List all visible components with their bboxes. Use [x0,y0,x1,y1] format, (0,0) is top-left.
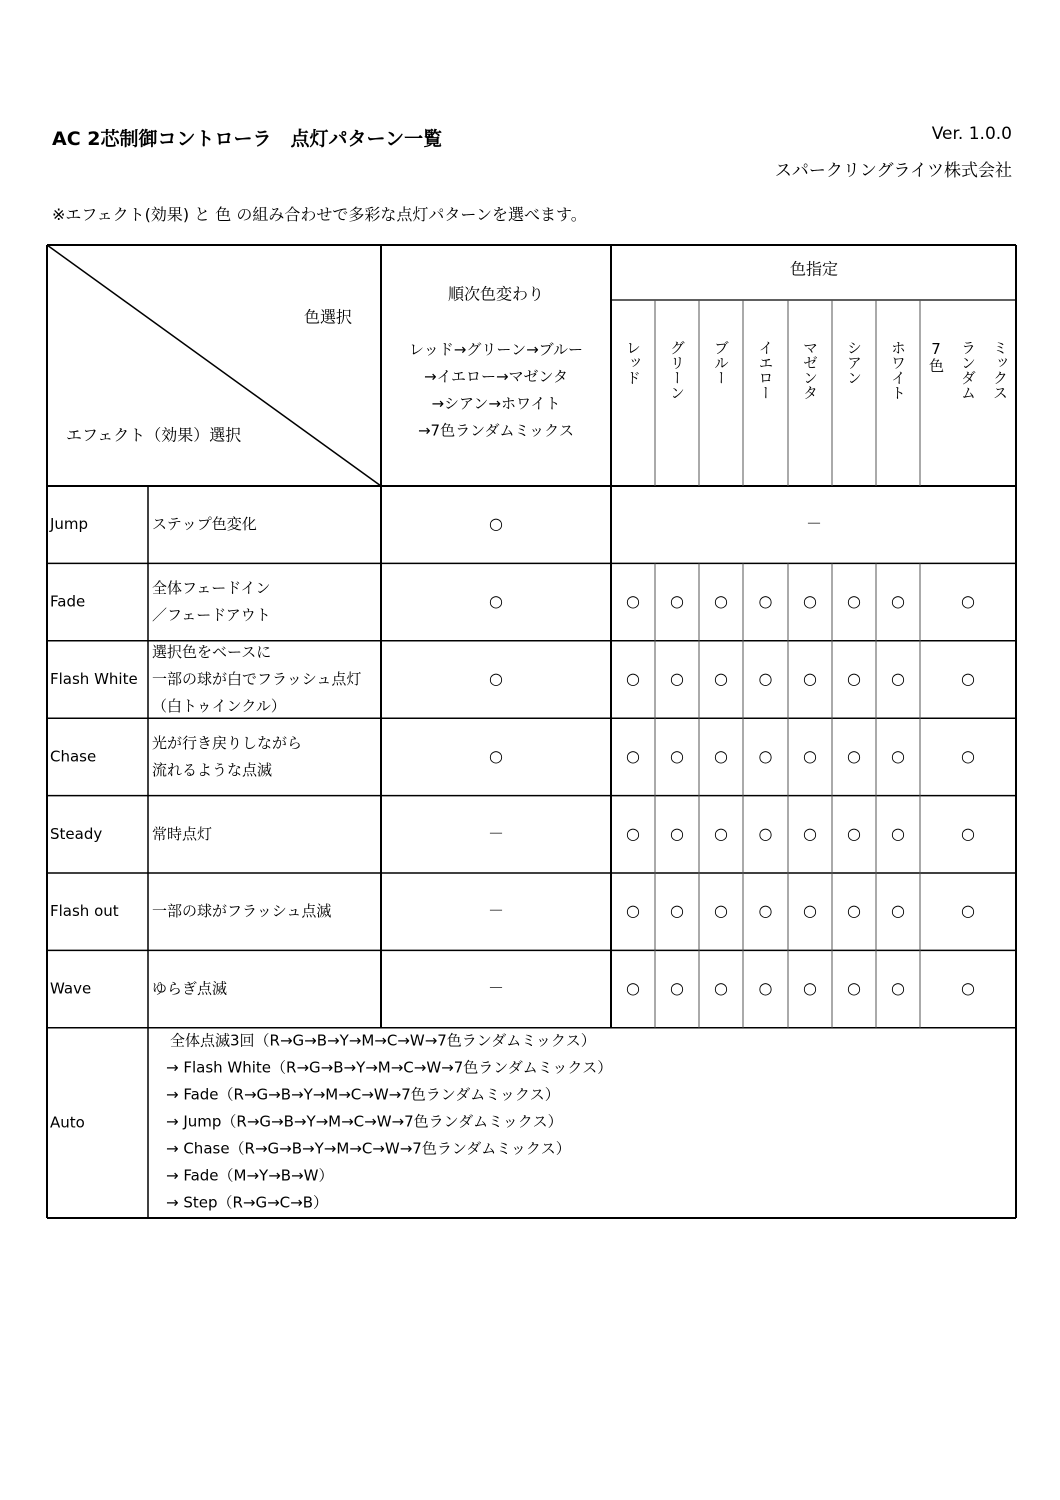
color-mark: ○ [891,669,905,688]
effect-name: Jump [50,515,89,534]
color-label: グリーン [668,340,686,400]
sequential-mark: ○ [489,514,503,534]
auto-sequence-line: → Fade（M→Y→B→W） [166,1166,334,1185]
color-label: ミックス [991,340,1009,400]
effect-description: 一部の球がフラッシュ点滅 [152,902,332,921]
sequential-desc-line: →シアン→ホワイト [431,394,561,413]
effect-description: ゆらぎ点滅 [152,979,228,998]
color-mark: ○ [670,823,684,843]
color-mark: ○ [626,901,640,921]
color-mark: ○ [847,901,861,921]
color-mark: ○ [803,591,817,611]
effect-name: Flash out [50,902,119,921]
auto-sequence-line: → Fade（R→G→B→Y→M→C→W→7色ランダムミックス） [166,1085,560,1104]
color-mark: ○ [626,978,640,998]
color-mark: ○ [847,978,861,998]
effect-name: Fade [50,592,86,611]
effect-name: Wave [50,979,92,998]
color-mark: ○ [803,823,817,843]
color-mark: ○ [626,591,640,611]
auto-sequence-line: → Step（R→G→C→B） [166,1193,329,1212]
color-mark: ○ [670,669,684,688]
color-mark: ○ [758,978,773,998]
color-mark: ○ [758,591,773,611]
color-mark: ○ [961,978,975,998]
color-label: シアン [845,340,863,385]
effect-name: Steady [50,824,103,843]
effect-description: ステップ色変化 [152,515,257,534]
color-mark: ○ [891,823,905,843]
color-mark: ○ [626,669,640,688]
sequential-mark: － [487,901,505,921]
color-mark: ○ [714,978,728,998]
auto-sequence-line: → Flash White（R→G→B→Y→M→C→W→7色ランダムミックス） [166,1058,613,1077]
color-mark: ○ [803,669,817,688]
effect-description: ／フェードアウト [152,606,271,625]
color-mark: ○ [758,746,773,766]
intro-note: ※エフェクト(効果) と 色 の組み合わせで多彩な点灯パターンを選べます。 [52,205,587,224]
color-mark: ○ [961,746,975,766]
effect-description: 光が行き戻りしながら [152,733,303,752]
color-mark: － [805,514,823,534]
color-mark: ○ [847,591,861,611]
color-mark: ○ [847,669,861,688]
color-mark: ○ [670,978,684,998]
color-mark: ○ [670,591,684,611]
version-label: Ver. 1.0.0 [931,124,1012,144]
company-name: スパークリングライツ株式会社 [774,161,1012,181]
color-mark: ○ [891,978,905,998]
effect-description: 選択色をベースに [152,643,272,661]
color-mark: ○ [961,901,975,921]
sequential-desc-line: →イエロー→マゼンタ [424,367,568,386]
color-label: ランダム [959,340,977,400]
color-mark: ○ [714,591,728,611]
effect-description: 全体フェードイン [152,579,271,598]
auto-sequence-line: 全体点滅3回（R→G→B→Y→M→C→W→7色ランダムミックス） [170,1031,596,1050]
color-mark: ○ [626,746,640,766]
page-title: AC 2芯制御コントローラ 点灯パターン一覧 [52,128,443,150]
sequential-mark: ○ [489,591,503,611]
auto-sequence-line: → Jump（R→G→B→Y→M→C→W→7色ランダムミックス） [166,1112,563,1131]
color-mark: ○ [670,746,684,766]
color-mark: ○ [803,978,817,998]
effect-name: Flash White [50,670,138,688]
sequential-header: 順次色変わり [447,284,545,304]
color-mark: ○ [714,746,728,766]
color-mark: ○ [891,746,905,766]
color-label: レッド [624,340,642,385]
effect-description: 流れるような点滅 [152,760,273,779]
sequential-mark: ○ [489,746,503,766]
effect-description: 一部の球が白でフラッシュ点灯 [152,670,362,688]
sequential-mark: ○ [489,669,503,688]
color-mark: ○ [847,746,861,766]
color-group-header: 色指定 [789,259,839,279]
sequential-mark: － [487,823,505,843]
sequential-desc-line: レッド→グリーン→ブルー [408,340,584,359]
color-mark: ○ [847,823,861,843]
effect-name: Chase [50,747,97,766]
corner-diagonal [47,245,381,486]
color-mark: ○ [803,746,817,766]
effect-description: 常時点灯 [152,824,213,843]
effect-name: Auto [50,1113,85,1132]
sequential-desc-line: →7色ランダムミックス [417,421,575,440]
color-mark: ○ [714,823,728,843]
color-mark: ○ [714,901,728,921]
corner-color-select-label: 色選択 [303,307,352,327]
color-mark: ○ [961,591,975,611]
color-label: ホワイト [889,340,907,400]
color-label: 7色 [927,340,945,373]
color-mark: ○ [961,823,975,843]
effect-description: （白トゥインクル） [152,697,286,715]
color-mark: ○ [626,823,640,843]
color-mark: ○ [891,901,905,921]
color-mark: ○ [714,669,728,688]
color-label: イエロー [756,340,775,400]
sequential-mark: － [487,978,505,998]
color-mark: ○ [803,901,817,921]
color-mark: ○ [961,669,975,688]
color-mark: ○ [758,901,773,921]
color-mark: ○ [758,823,773,843]
color-label: ブルー [712,340,730,385]
color-mark: ○ [891,591,905,611]
color-label: マゼンタ [801,340,819,400]
auto-sequence-line: → Chase（R→G→B→Y→M→C→W→7色ランダムミックス） [166,1139,571,1158]
corner-effect-select-label: エフェクト（効果）選択 [66,425,242,445]
color-mark: ○ [758,669,773,688]
color-mark: ○ [670,901,684,921]
